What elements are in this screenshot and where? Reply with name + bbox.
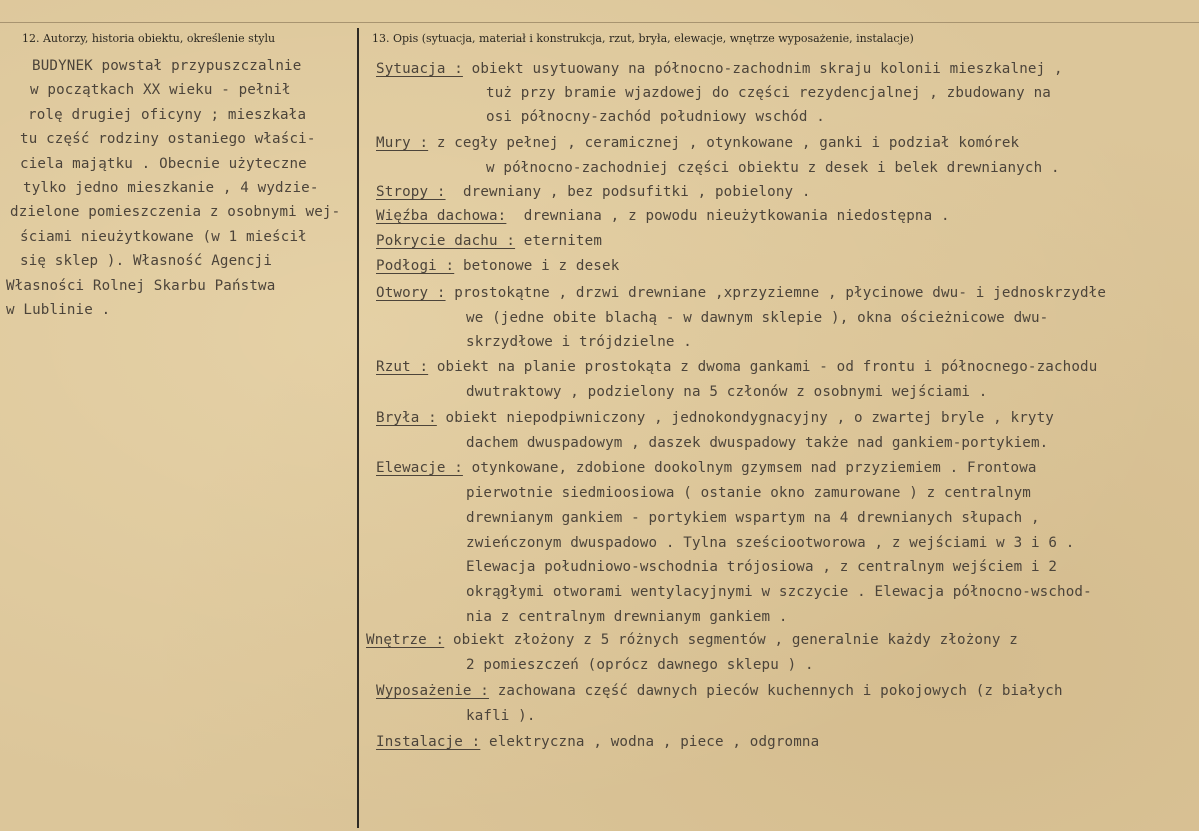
description-line bbox=[466, 510, 1040, 526]
description-line bbox=[376, 683, 1063, 699]
description-line bbox=[376, 61, 1063, 77]
entry-text: w północno-zachodniej części obiektu z desek i belek drewnianych . bbox=[486, 160, 1060, 176]
history-line: rolę drugiej oficyny ; mieszkała bbox=[28, 106, 307, 123]
entry-label: Wyposażenie : bbox=[376, 683, 489, 699]
description-line bbox=[466, 609, 788, 625]
description-line bbox=[376, 184, 811, 200]
entry-label: Instalacje : bbox=[376, 734, 481, 750]
entry-text: dwutraktowy , podzielony na 5 członów z osobnymi wejściami . bbox=[466, 384, 988, 400]
description-line bbox=[376, 734, 819, 750]
description-line bbox=[486, 109, 825, 125]
entry-text: obiekt na planie prostokąta z dwoma gankami - od frontu i północnego-zachodu bbox=[436, 359, 1098, 375]
section-13-header: 13. Opis (sytuacja, materiał i konstrukcja, rzut, bryła, elewacje, wnętrze wyposażenie, instalacje) bbox=[372, 32, 914, 45]
entry-text: z cegły pełnej , ceramicznej , otynkowane , ganki i podział komórek bbox=[436, 135, 1020, 151]
entry-text: eternitem bbox=[523, 233, 603, 249]
history-line: w początkach XX wieku - pełnił bbox=[30, 82, 291, 99]
description-line bbox=[376, 208, 950, 224]
history-line: ciela majątku . Obecnie użyteczne bbox=[20, 155, 307, 172]
entry-text: drewniana , z powodu nieużytkowania niedostępna . bbox=[523, 208, 950, 224]
entry-text: zwieńczonym dwuspadowo . Tylna sześciootworowa , z wejściami w 3 i 6 . bbox=[466, 535, 1075, 551]
column-divider bbox=[357, 28, 359, 828]
section-12-header: 12. Autorzy, historia obiektu, określenie stylu bbox=[22, 32, 276, 45]
entry-text: obiekt niepodpiwniczony , jednokondygnacyjny , o zwartej bryle , kryty bbox=[445, 410, 1054, 426]
description-line bbox=[486, 160, 1060, 176]
entry-label: Więźba dachowa: bbox=[376, 208, 507, 224]
entry-text: obiekt usytuowany na północno-zachodnim skraju kolonii mieszkalnej , bbox=[471, 61, 1063, 77]
history-line: tylko jedno mieszkanie , 4 wydzie- bbox=[23, 180, 319, 196]
description-line bbox=[376, 410, 1054, 426]
description-line bbox=[366, 632, 1018, 648]
entry-label: Wnętrze : bbox=[366, 632, 445, 648]
description-line bbox=[376, 359, 1097, 375]
entry-text: skrzydłowe i trójdzielne . bbox=[466, 334, 692, 350]
history-line: Własności Rolnej Skarbu Państwa bbox=[6, 277, 276, 294]
top-rule bbox=[0, 22, 1199, 23]
entry-text: obiekt złożony z 5 różnych segmentów , generalnie każdy złożony z bbox=[452, 632, 1018, 648]
entry-label: Otwory : bbox=[376, 285, 446, 301]
description-line bbox=[486, 85, 1051, 101]
entry-label: Mury : bbox=[376, 135, 429, 151]
entry-text: drewnianym gankiem - portykiem wspartym na 4 drewnianych słupach , bbox=[466, 510, 1040, 526]
history-line: się sklep ). Własność Agencji bbox=[20, 253, 273, 270]
history-line: tu część rodziny ostaniego właści- bbox=[20, 131, 316, 148]
history-line: dzielone pomieszczenia z osobnymi wej- bbox=[10, 204, 341, 221]
section-12-body bbox=[6, 58, 341, 318]
entry-text: prostokątne , drzwi drewniane ,xprzyziemne , płycinowe dwu- i jednoskrzydłe bbox=[454, 285, 1107, 301]
entry-label: Podłogi : bbox=[376, 258, 455, 274]
entry-text: drewniany , bez podsufitki , pobielony . bbox=[462, 184, 811, 200]
entry-label: Elewacje : bbox=[376, 460, 463, 476]
entry-label: Stropy : bbox=[376, 184, 446, 200]
description-line bbox=[466, 310, 1048, 326]
entry-label: Rzut : bbox=[376, 359, 429, 375]
entry-text: okrągłymi otworami wentylacyjnymi w szczycie . Elewacja północno-wschod- bbox=[466, 584, 1092, 600]
entry-text: dachem dwuspadowym , daszek dwuspadowy także nad gankiem-portykiem. bbox=[466, 435, 1049, 451]
description-line bbox=[376, 460, 1037, 476]
entry-text: otynkowane, zdobione dookolnym gzymsem nad przyziemiem . Frontowa bbox=[471, 460, 1037, 476]
description-line bbox=[466, 435, 1048, 451]
entry-text: osi północny-zachód południowy wschód . bbox=[486, 109, 825, 125]
description-line bbox=[376, 258, 619, 274]
entry-text: elektryczna , wodna , piece , odgromna bbox=[489, 734, 820, 750]
history-line: ściami nieużytkowane (w 1 mieścił bbox=[20, 228, 307, 245]
entry-text: we (jedne obite blachą - w dawnym sklepie ), okna ościeżnicowe dwu- bbox=[466, 310, 1049, 326]
entry-text: 2 pomieszczeń (oprócz dawnego sklepu ) . bbox=[466, 657, 814, 673]
description-line bbox=[466, 485, 1031, 501]
history-line: BUDYNEK powstał przypuszczalnie bbox=[32, 58, 302, 74]
history-line: w Lublinie . bbox=[6, 302, 111, 318]
description-line bbox=[466, 708, 536, 724]
description-line bbox=[376, 135, 1019, 151]
entry-text: kafli ). bbox=[466, 708, 536, 724]
entry-text: betonowe i z desek bbox=[462, 258, 620, 274]
entry-text: pierwotnie siedmioosiowa ( ostanie okno zamurowane ) z centralnym bbox=[466, 485, 1031, 501]
description-line bbox=[466, 559, 1057, 575]
entry-label: Bryła : bbox=[376, 410, 437, 426]
description-line bbox=[466, 384, 988, 400]
entry-text: zachowana część dawnych pieców kuchennych i pokojowych (z białych bbox=[497, 683, 1063, 699]
description-line bbox=[466, 334, 692, 350]
entry-label: Pokrycie dachu : bbox=[376, 233, 516, 249]
description-line bbox=[376, 285, 1106, 301]
description-line bbox=[466, 535, 1074, 551]
entry-text: nia z centralnym drewnianym gankiem . bbox=[466, 609, 788, 625]
entry-label: Sytuacja : bbox=[376, 61, 463, 77]
entry-text: Elewacja południowo-wschodnia trójosiowa , z centralnym wejściem i 2 bbox=[466, 559, 1058, 575]
description-line bbox=[466, 584, 1092, 600]
description-line bbox=[466, 657, 814, 673]
entry-text: tuż przy bramie wjazdowej do części rezydencjalnej , zbudowany na bbox=[486, 85, 1051, 101]
description-line bbox=[376, 233, 602, 249]
